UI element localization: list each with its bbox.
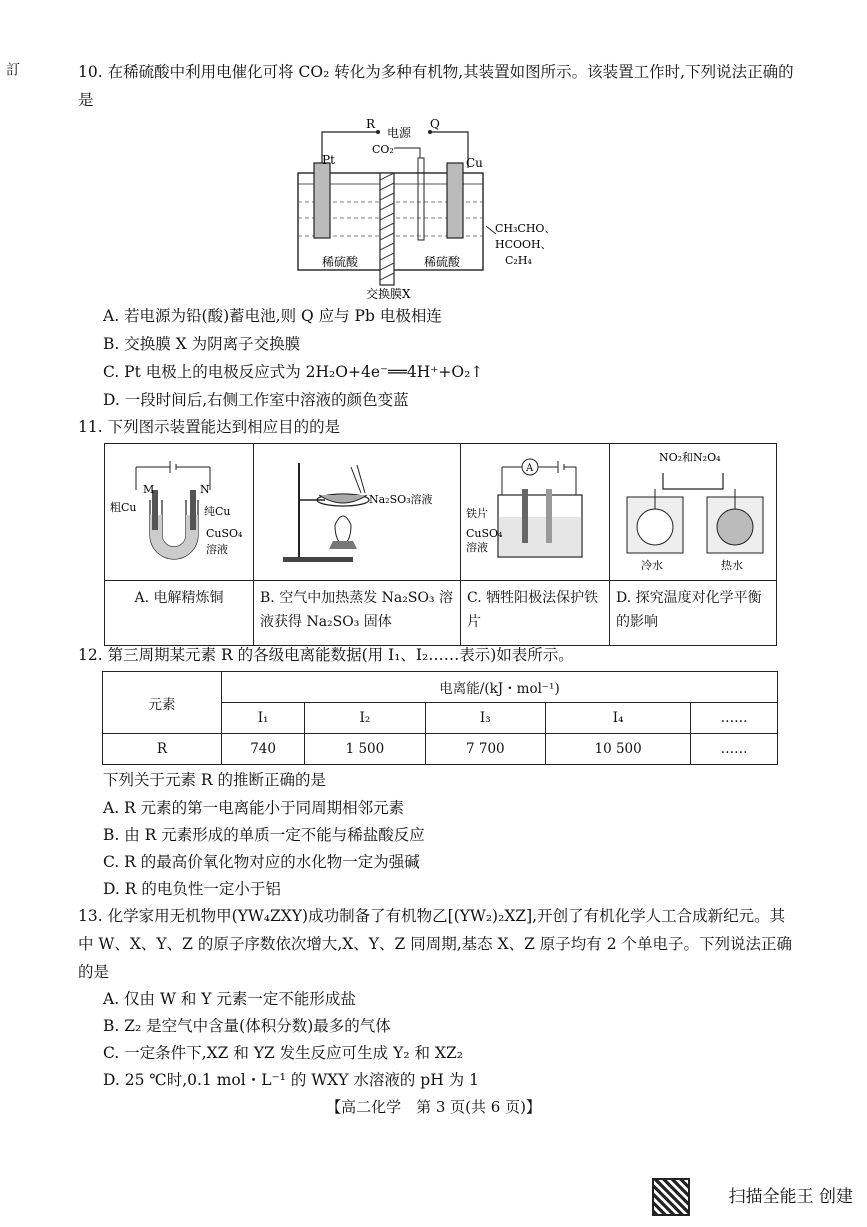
side-mark: 訂	[4, 62, 20, 76]
q11-fig-b	[254, 444, 461, 581]
subhead-i3: I₃	[425, 703, 545, 734]
q10-option-d: D. 一段时间后,右侧工作室中溶液的颜色变蓝	[103, 391, 409, 409]
value-i2: 1 500	[305, 734, 425, 765]
subhead-i4: I₄	[546, 703, 691, 734]
value-more: ……	[691, 734, 778, 765]
label-N: N	[200, 483, 210, 496]
label-cuso4: CuSO₄	[206, 527, 243, 540]
label-pt: Pt	[322, 153, 335, 167]
q13-option-a: A. 仅由 W 和 Y 元素一定不能形成盐	[103, 990, 356, 1008]
q12-ionization-table	[102, 671, 778, 765]
row-label-R: R	[103, 734, 222, 765]
q12-option-d: D. R 的电负性一定小于铝	[103, 880, 281, 898]
product-3: C₂H₄	[505, 254, 532, 267]
label-na2so3: Na₂SO₃溶液	[369, 493, 433, 506]
label-R: R	[366, 118, 376, 131]
q11-table	[104, 443, 777, 646]
q13-option-d: D. 25 ℃时,0.1 mol・L⁻¹ 的 WXY 水溶液的 pH 为 1	[103, 1071, 479, 1089]
q11-caption-d: D. 探究温度对化学平衡的影响	[610, 581, 777, 646]
label-Q: Q	[430, 118, 440, 131]
label-solution-c: 溶液	[466, 541, 488, 554]
q10-option-b: B. 交换膜 X 为阴离子交换膜	[103, 335, 301, 353]
product-2: HCOOH、	[495, 238, 552, 251]
header-element: 元素	[103, 672, 222, 734]
page-footer: 【高二化学 第 3 页(共 6 页)】	[326, 1098, 541, 1116]
label-cold: 冷水	[641, 559, 663, 572]
q12-stem: 12. 第三周期某元素 R 的各级电离能数据(用 I₁、I₂……表示)如表所示。	[78, 646, 574, 664]
q13-option-c: C. 一定条件下,XZ 和 YZ 发生反应可生成 Y₂ 和 XZ₂	[103, 1044, 463, 1062]
scanner-watermark: 扫描全能王 创建	[728, 1187, 853, 1207]
label-pure-cu: 纯Cu	[204, 505, 231, 518]
label-crude-cu: 粗Cu	[110, 501, 137, 514]
label-hot: 热水	[721, 559, 743, 572]
label-M: M	[143, 483, 155, 496]
q11-fig-d	[610, 444, 777, 581]
q10-electrolysis-diagram	[290, 118, 560, 303]
q10-option-a: A. 若电源为铅(酸)蓄电池,则 Q 应与 Pb 电极相连	[103, 307, 442, 325]
product-1: CH₃CHO、	[495, 222, 556, 235]
label-power: 电源	[387, 126, 412, 140]
subhead-more: ……	[691, 703, 778, 734]
value-i4: 10 500	[546, 734, 691, 765]
q11-caption-b: B. 空气中加热蒸发 Na₂SO₃ 溶液获得 Na₂SO₃ 固体	[254, 581, 461, 646]
label-co2: CO₂	[372, 143, 394, 156]
value-i1: 740	[222, 734, 305, 765]
label-gas: NO₂和N₂O₄	[659, 451, 721, 464]
value-i3: 7 700	[425, 734, 545, 765]
q11-fig-c	[461, 444, 610, 581]
subhead-i2: I₂	[305, 703, 425, 734]
q10-stem: 10. 在稀硫酸中利用电催化可将 CO₂ 转化为多种有机物,其装置如图所示。该装置工作时,下列说法正确的是	[78, 63, 794, 109]
q12-option-a: A. R 元素的第一电离能小于同周期相邻元素	[103, 799, 405, 817]
label-cu: Cu	[466, 156, 483, 170]
label-cuso4-c: CuSO₄	[466, 527, 503, 540]
header-energy: 电离能/(kJ・mol⁻¹)	[222, 672, 778, 703]
label-ammeter: A	[526, 463, 534, 474]
q11-fig-a	[105, 444, 254, 581]
q12-lead: 下列关于元素 R 的推断正确的是	[103, 771, 327, 789]
label-right-acid: 稀硫酸	[424, 255, 461, 269]
qr-code-icon	[652, 1178, 690, 1216]
q11-stem: 11. 下列图示装置能达到相应目的的是	[78, 418, 341, 436]
label-left-acid: 稀硫酸	[322, 255, 359, 269]
q10-option-c: C. Pt 电极上的电极反应式为 2H₂O+4e⁻══4H⁺+O₂↑	[103, 363, 484, 381]
q11-caption-a: A. 电解精炼铜	[105, 581, 254, 646]
q12-option-c: C. R 的最高价氧化物对应的水化物一定为强碱	[103, 853, 420, 871]
label-membrane: 交换膜X	[366, 287, 411, 301]
q11-caption-c: C. 牺牲阳极法保护铁片	[461, 581, 610, 646]
label-solution: 溶液	[206, 543, 228, 556]
q13-stem: 13. 化学家用无机物甲(YW₄ZXY)成功制备了有机物乙[(YW₂)₂XZ],开创了有机化学人工合成新纪元。其中 W、X、Y、Z 的原子序数依次增大,X、Y、Z 同周期,基态 X、Z 原子均有 2 个单电子。下列说法正确的是	[78, 907, 793, 981]
q12-option-b: B. 由 R 元素形成的单质一定不能与稀盐酸反应	[103, 826, 425, 844]
q13-option-b: B. Z₂ 是空气中含量(体积分数)最多的气体	[103, 1017, 391, 1035]
subhead-i1: I₁	[222, 703, 305, 734]
label-iron: 铁片	[466, 507, 488, 520]
